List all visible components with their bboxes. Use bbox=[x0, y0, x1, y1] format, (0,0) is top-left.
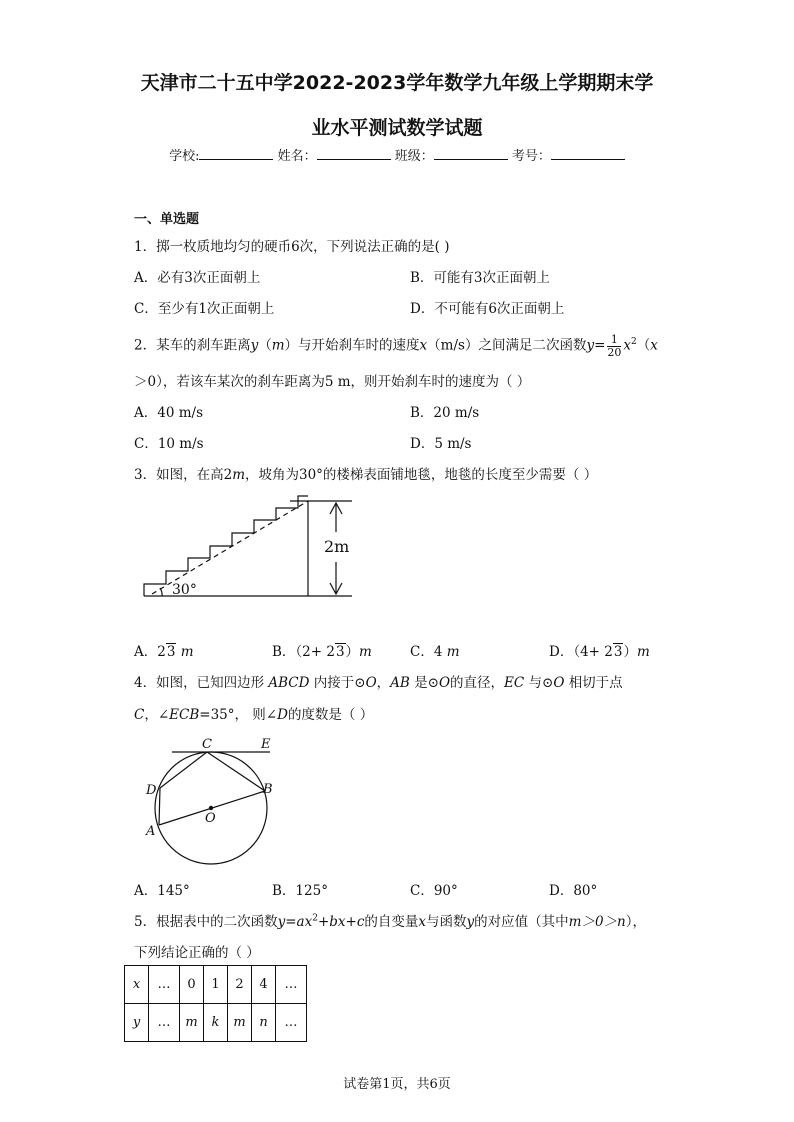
q3-option-b bbox=[272, 640, 372, 660]
q3-opt-d-unit: m bbox=[636, 644, 650, 660]
table-cell: x bbox=[125, 966, 149, 1004]
q4-text-a: 4．如图，已知四边形 bbox=[134, 675, 265, 691]
q3-opt-a-radical: 3 bbox=[166, 644, 176, 660]
q4-point-c: C bbox=[134, 707, 145, 723]
q5-value-table bbox=[124, 965, 307, 1042]
q5-x: x bbox=[418, 914, 427, 930]
q4-o2: O bbox=[438, 675, 451, 691]
q2-eq-y: y bbox=[586, 337, 595, 354]
angle-arc bbox=[160, 588, 162, 596]
q5-eq-b: +bx+c bbox=[317, 914, 365, 930]
q2-eq-pow: 2 bbox=[631, 337, 637, 347]
q5-eq-pow: 2 bbox=[312, 913, 318, 924]
number-field[interactable] bbox=[551, 147, 625, 160]
table-cell: m bbox=[180, 1004, 204, 1042]
q4-text-f: 与⊙ bbox=[528, 675, 554, 691]
q3-opt-a-pre: A．2 bbox=[134, 644, 166, 660]
q2-text-a: 2．某车的刹车距离 bbox=[134, 337, 251, 354]
q4-option-b: B．125° bbox=[272, 883, 328, 899]
table-cell: 0 bbox=[180, 966, 204, 1004]
q3-opt-d-pre: D．（4+ 2 bbox=[549, 644, 613, 660]
section-heading: 一、单选题 bbox=[134, 212, 200, 227]
q5-y: y bbox=[466, 914, 475, 930]
table-row bbox=[125, 966, 307, 1004]
q4-ab: AB bbox=[390, 675, 410, 691]
q5-text-c: 与函数 bbox=[426, 914, 467, 930]
table-cell: 2 bbox=[228, 966, 252, 1004]
q3-opt-b-pre: B．（2+ 2 bbox=[272, 644, 335, 660]
label-c: C bbox=[202, 737, 212, 752]
q4-ec: EC bbox=[504, 675, 525, 691]
table-cell: 1 bbox=[204, 966, 228, 1004]
class-label: 班级： bbox=[394, 149, 434, 164]
q4-text-b: 内接于⊙ bbox=[313, 675, 366, 691]
q4-o1: O bbox=[365, 675, 377, 691]
number-label: 考号： bbox=[511, 149, 551, 164]
q2-option-c: C．10 m/s bbox=[134, 436, 204, 452]
q5-text-a: 5．根据表中的二次函数 bbox=[134, 914, 278, 930]
page-footer: 试卷第1页，共6页 bbox=[343, 1077, 451, 1092]
q2-paren-open: （ bbox=[258, 337, 272, 354]
q3-opt-d-radical: 3 bbox=[613, 644, 623, 660]
page-title-line1: 天津市二十五中学2022-2023学年数学九年级上学期期末学 bbox=[140, 72, 654, 94]
q4-text-c: ， bbox=[376, 675, 391, 691]
q3-opt-a-unit: m bbox=[180, 644, 194, 660]
name-field[interactable] bbox=[317, 147, 391, 160]
q4-text-e: 的直径， bbox=[450, 675, 505, 691]
table-cell: … bbox=[149, 1004, 180, 1042]
height-label: 2m bbox=[324, 537, 350, 556]
q1-option-c: C．至少有1次正面朝上 bbox=[134, 301, 275, 317]
q2-option-b: B．20 m/s bbox=[410, 405, 480, 421]
q3-opt-c-unit: m bbox=[446, 644, 460, 660]
name-label: 姓名： bbox=[277, 149, 317, 164]
q2-var-x: x bbox=[419, 337, 428, 354]
q2-paren-close: ） bbox=[284, 337, 299, 354]
q5-text-d: 的对应值（其中 bbox=[474, 914, 569, 930]
table-cell: m bbox=[228, 1004, 252, 1042]
table-cell: … bbox=[276, 1004, 307, 1042]
label-b: B bbox=[263, 782, 273, 797]
q5-stem-line2: 下列结论正确的（ ） bbox=[134, 945, 260, 961]
q4-text-h: ，∠ bbox=[144, 707, 170, 723]
q3-option-c bbox=[410, 640, 460, 660]
q2-frac-num: 1 bbox=[607, 334, 621, 347]
q4-stem-line2 bbox=[134, 703, 373, 723]
label-d: D bbox=[146, 783, 157, 798]
q4-ecb: ECB bbox=[169, 707, 200, 723]
q4-stem-line1 bbox=[134, 671, 623, 691]
q2-text-b: 与开始刹车时的速度 bbox=[298, 337, 420, 354]
q2-text-c: （m/s）之间满足二次函数 bbox=[427, 337, 587, 354]
q4-text-d: 是⊙ bbox=[414, 675, 439, 691]
q3-option-d bbox=[549, 640, 650, 660]
q4-text-i: =35°， 则∠ bbox=[199, 707, 278, 723]
label-a: A bbox=[146, 824, 156, 839]
slope-dashed-line bbox=[152, 501, 308, 594]
q5-text-e: ）， bbox=[625, 914, 646, 930]
q2-cond-open: （ bbox=[636, 337, 651, 354]
q3-option-a bbox=[134, 640, 194, 660]
q2-eq-x: x bbox=[623, 337, 632, 354]
q2-stem-line2: ＞0），若该车某次的刹车距离为5 m，则开始刹车时的速度为（ ） bbox=[134, 374, 531, 390]
chord-dc bbox=[160, 752, 207, 788]
q4-o3: O bbox=[553, 675, 565, 691]
label-e: E bbox=[261, 737, 271, 752]
table-row bbox=[125, 1004, 307, 1042]
q5-stem-line1 bbox=[134, 910, 646, 930]
q1-option-b: B．可能有3次正面朝上 bbox=[410, 270, 551, 286]
q2-frac-den: 20 bbox=[607, 345, 622, 359]
q2-var-y: y bbox=[250, 337, 259, 354]
q3-text-b: ，坡角为30°的楼梯表面铺地毯，地毯的长度至少需要（ ） bbox=[245, 467, 598, 483]
angle-label: 30° bbox=[172, 582, 197, 598]
q4-text-j: 的度数是（ ） bbox=[287, 707, 374, 723]
q3-opt-b-radical: 3 bbox=[335, 644, 345, 660]
q2-stem-line1 bbox=[134, 328, 658, 360]
q5-text-b: 的自变量 bbox=[364, 914, 419, 930]
q2-cond-x: x bbox=[650, 337, 658, 354]
school-field[interactable] bbox=[199, 147, 273, 160]
q1-option-d: D．不可能有6次正面朝上 bbox=[410, 301, 565, 317]
q2-unit-m: m bbox=[271, 337, 285, 354]
table-cell: … bbox=[149, 966, 180, 1004]
q3-opt-b-post: ） bbox=[345, 644, 360, 660]
q3-text-a: 3．如图，在高 bbox=[134, 467, 224, 483]
staircase-figure bbox=[130, 490, 370, 610]
page-title-line2: 业水平测试数学试题 bbox=[311, 117, 483, 139]
student-info-line bbox=[0, 145, 794, 164]
table-cell: … bbox=[276, 966, 307, 1004]
class-field[interactable] bbox=[434, 147, 508, 160]
q3-stem bbox=[134, 463, 597, 483]
table-cell: 4 bbox=[252, 966, 276, 1004]
q5-cond: m＞0＞n bbox=[568, 914, 626, 930]
q4-option-a: A．145° bbox=[134, 883, 190, 899]
table-cell: k bbox=[204, 1004, 228, 1042]
q4-option-d: D．80° bbox=[549, 883, 598, 899]
staircase-steps bbox=[144, 496, 308, 596]
q5-eq: y=ax bbox=[277, 914, 313, 930]
table-cell: n bbox=[252, 1004, 276, 1042]
chord-da bbox=[159, 788, 160, 825]
q4-d: D bbox=[277, 707, 288, 723]
q2-option-d: D．5 m/s bbox=[410, 436, 472, 452]
q3-height: 2 bbox=[223, 467, 233, 483]
q4-option-c: C．90° bbox=[410, 883, 458, 899]
school-label: 学校: bbox=[169, 149, 200, 164]
q3-opt-c-pre: C．4 bbox=[410, 644, 443, 660]
q2-option-a: A．40 m/s bbox=[134, 405, 203, 421]
q2-fraction bbox=[607, 334, 621, 359]
q1-stem: 1．掷一枚质地均匀的硬币6次，下列说法正确的是( ) bbox=[134, 239, 450, 255]
center-point-o bbox=[209, 806, 213, 810]
q2-eq-sign: = bbox=[594, 337, 606, 354]
q4-text-g: 相切于点 bbox=[568, 675, 623, 691]
q4-abcd: ABCD bbox=[268, 675, 310, 691]
circle-figure bbox=[140, 735, 290, 870]
label-o: O bbox=[205, 811, 216, 826]
table-cell: y bbox=[125, 1004, 149, 1042]
q3-unit: m bbox=[232, 467, 245, 483]
q3-opt-b-unit: m bbox=[359, 644, 372, 660]
q1-option-a: A．必有3次正面朝上 bbox=[134, 270, 261, 286]
q3-opt-d-post: ） bbox=[623, 644, 637, 660]
